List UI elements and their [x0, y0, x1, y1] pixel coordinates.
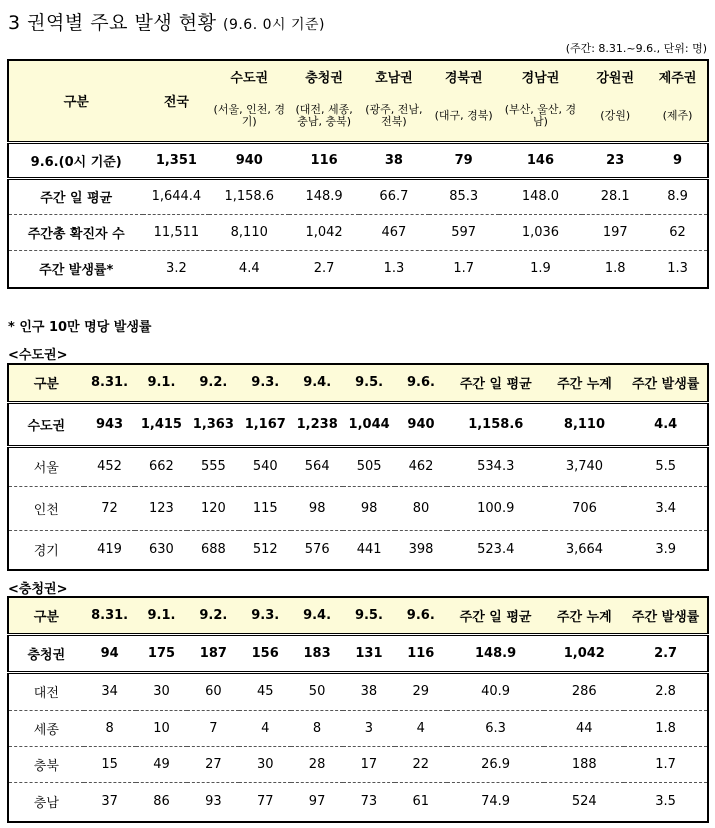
capital-cell: 3.4 — [624, 486, 708, 530]
summary-row — [8, 178, 708, 214]
chungcheong-cell: 187 — [187, 634, 239, 672]
chungcheong-cell: 60 — [187, 672, 239, 710]
capital-cell: 540 — [239, 446, 291, 486]
chungcheong-cell: 156 — [239, 634, 291, 672]
capital-cell: 서울 — [8, 446, 84, 486]
summary-cell: 주간총 확진자 수 — [8, 214, 143, 250]
chungcheong-cell: 188 — [544, 746, 624, 782]
chungcheong-cell: 3 — [343, 710, 395, 746]
capital-cell: 452 — [84, 446, 136, 486]
summary-cell: 4.4 — [209, 250, 289, 288]
chungcheong-cell: 38 — [343, 672, 395, 710]
chungcheong-cell: 37 — [84, 782, 136, 822]
chungcheong-cell: 116 — [395, 634, 447, 672]
chungcheong-table — [7, 596, 709, 823]
summary-cell: 1,351 — [143, 142, 209, 178]
chungcheong-cell: 30 — [239, 746, 291, 782]
chungcheong-cell: 94 — [84, 634, 136, 672]
capital-cell: 943 — [84, 402, 136, 446]
capital-cell: 534.3 — [447, 446, 545, 486]
summary-header-cell: 경북권 — [444, 71, 483, 86]
summary-cell: 1,042 — [289, 214, 359, 250]
chungcheong-cell: 15 — [84, 746, 136, 782]
chungcheong-cell: 175 — [136, 634, 188, 672]
summary-cell: 116 — [289, 142, 359, 178]
chungcheong-cell: 충북 — [8, 746, 84, 782]
summary-cell: 1,158.6 — [209, 178, 289, 214]
summary-cell: 3.2 — [143, 250, 209, 288]
capital-cell: 8,110 — [545, 402, 625, 446]
summary-cell: 1.3 — [648, 250, 708, 288]
chungcheong-cell: 49 — [136, 746, 188, 782]
summary-subheader-cell: (광주, 전남, 전북) — [365, 103, 423, 129]
summary-cell: 197 — [582, 214, 648, 250]
page-title — [8, 8, 325, 35]
chungcheong-cell: 44 — [544, 710, 624, 746]
chungcheong-cell: 73 — [343, 782, 395, 822]
summary-header-cell: 제주권 — [658, 71, 697, 86]
chungcheong-cell: 충청권 — [8, 634, 84, 672]
capital-row — [8, 446, 708, 486]
section-label-chungcheong: <충청권> — [8, 582, 68, 597]
chungcheong-header-cell: 구분 — [8, 597, 84, 634]
capital-header-cell: 9.1. — [135, 364, 187, 402]
chungcheong-cell: 3.5 — [624, 782, 708, 822]
summary-cell: 주간 일 평균 — [8, 178, 143, 214]
capital-header-cell: 주간 누계 — [545, 364, 625, 402]
chungcheong-cell: 74.9 — [447, 782, 545, 822]
chungcheong-cell: 524 — [544, 782, 624, 822]
chungcheong-cell: 8 — [291, 710, 343, 746]
summary-subheader-cell: (대전, 세종, 충남, 충북) — [295, 103, 353, 129]
chungcheong-cell: 40.9 — [447, 672, 545, 710]
summary-cell: 8,110 — [209, 214, 289, 250]
summary-cell: 1.7 — [429, 250, 499, 288]
title-main: 3 권역별 주요 발생 현황 — [8, 12, 217, 34]
capital-header-cell: 9.5. — [343, 364, 395, 402]
capital-cell: 564 — [291, 446, 343, 486]
summary-header-cell: 호남권 — [375, 71, 413, 86]
summary-cell: 23 — [582, 142, 648, 178]
capital-header-cell: 구분 — [8, 364, 84, 402]
chungcheong-cell: 충남 — [8, 782, 84, 822]
chungcheong-cell: 286 — [544, 672, 624, 710]
summary-cell: 2.7 — [289, 250, 359, 288]
chungcheong-header-cell: 9.1. — [136, 597, 188, 634]
capital-cell: 3,664 — [545, 530, 625, 570]
summary-header-cell: 구분 — [63, 95, 89, 111]
chungcheong-cell: 97 — [291, 782, 343, 822]
summary-row — [8, 250, 708, 288]
capital-row — [8, 530, 708, 570]
capital-header-cell: 9.3. — [239, 364, 291, 402]
section-label-capital: <수도권> — [8, 348, 68, 363]
capital-header-cell: 9.4. — [291, 364, 343, 402]
chungcheong-row — [8, 782, 708, 822]
chungcheong-cell: 세종 — [8, 710, 84, 746]
capital-cell: 100.9 — [447, 486, 545, 530]
summary-cell: 148.9 — [289, 178, 359, 214]
summary-cell: 1.8 — [582, 250, 648, 288]
chungcheong-cell: 61 — [395, 782, 447, 822]
summary-cell: 1,036 — [499, 214, 583, 250]
summary-row — [8, 142, 708, 178]
capital-header-row — [8, 364, 708, 402]
capital-cell: 1,044 — [343, 402, 395, 446]
chungcheong-cell: 29 — [395, 672, 447, 710]
capital-cell: 123 — [135, 486, 187, 530]
chungcheong-cell: 148.9 — [447, 634, 545, 672]
capital-cell: 인천 — [8, 486, 84, 530]
chungcheong-cell: 93 — [187, 782, 239, 822]
chungcheong-header-cell: 주간 발생률 — [624, 597, 708, 634]
chungcheong-row — [8, 672, 708, 710]
summary-cell: 1.9 — [499, 250, 583, 288]
capital-cell: 462 — [395, 446, 447, 486]
summary-cell: 28.1 — [582, 178, 648, 214]
chungcheong-cell: 131 — [343, 634, 395, 672]
summary-cell: 38 — [359, 142, 429, 178]
chungcheong-header-cell: 9.2. — [187, 597, 239, 634]
chungcheong-cell: 30 — [136, 672, 188, 710]
chungcheong-cell: 28 — [291, 746, 343, 782]
capital-cell: 1,238 — [291, 402, 343, 446]
capital-cell: 98 — [291, 486, 343, 530]
summary-table — [7, 59, 709, 289]
chungcheong-header-cell: 주간 누계 — [544, 597, 624, 634]
summary-cell: 79 — [429, 142, 499, 178]
chungcheong-header-row — [8, 597, 708, 634]
summary-cell: 146 — [499, 142, 583, 178]
capital-cell: 1,158.6 — [447, 402, 545, 446]
capital-cell: 115 — [239, 486, 291, 530]
summary-header-cell: 경남권 — [521, 71, 560, 86]
chungcheong-cell: 45 — [239, 672, 291, 710]
summary-subheader-cell: (대구, 경북) — [434, 109, 493, 123]
summary-subheader-cell: (제주) — [662, 109, 693, 123]
summary-cell: 주간 발생률* — [8, 250, 143, 288]
chungcheong-cell: 4 — [239, 710, 291, 746]
summary-header-row — [8, 60, 708, 92]
unit-note: (주간: 8.31.~9.6., 단위: 명) — [565, 42, 707, 55]
capital-cell: 80 — [395, 486, 447, 530]
chungcheong-cell: 6.3 — [447, 710, 545, 746]
chungcheong-cell: 2.8 — [624, 672, 708, 710]
chungcheong-cell: 50 — [291, 672, 343, 710]
chungcheong-cell: 77 — [239, 782, 291, 822]
summary-subheader-cell: (부산, 울산, 경남) — [504, 103, 577, 129]
chungcheong-cell: 27 — [187, 746, 239, 782]
summary-cell: 9 — [648, 142, 708, 178]
chungcheong-header-cell: 주간 일 평균 — [447, 597, 545, 634]
chungcheong-cell: 22 — [395, 746, 447, 782]
capital-row — [8, 402, 708, 446]
capital-cell: 523.4 — [447, 530, 545, 570]
chungcheong-row — [8, 634, 708, 672]
chungcheong-cell: 8 — [84, 710, 136, 746]
capital-table — [7, 363, 709, 571]
capital-cell: 441 — [343, 530, 395, 570]
summary-cell: 85.3 — [429, 178, 499, 214]
capital-cell: 수도권 — [8, 402, 84, 446]
chungcheong-header-cell: 9.6. — [395, 597, 447, 634]
capital-cell: 120 — [187, 486, 239, 530]
summary-cell: 9.6.(0시 기준) — [8, 142, 143, 178]
chungcheong-cell: 1.7 — [624, 746, 708, 782]
capital-cell: 419 — [84, 530, 136, 570]
capital-header-cell: 9.2. — [187, 364, 239, 402]
capital-cell: 4.4 — [624, 402, 708, 446]
chungcheong-header-cell: 9.3. — [239, 597, 291, 634]
capital-cell: 3,740 — [545, 446, 625, 486]
capital-cell: 398 — [395, 530, 447, 570]
capital-cell: 688 — [187, 530, 239, 570]
summary-cell: 1,644.4 — [143, 178, 209, 214]
title-sub: (9.6. 0시 기준) — [222, 17, 326, 33]
capital-cell: 706 — [545, 486, 625, 530]
summary-subheader-cell: (강원) — [600, 109, 631, 123]
capital-cell: 1,415 — [135, 402, 187, 446]
chungcheong-cell: 17 — [343, 746, 395, 782]
summary-row — [8, 214, 708, 250]
capital-cell: 1,167 — [239, 402, 291, 446]
capital-header-cell: 주간 일 평균 — [447, 364, 545, 402]
capital-cell: 505 — [343, 446, 395, 486]
chungcheong-header-cell: 8.31. — [84, 597, 136, 634]
chungcheong-header-cell: 9.4. — [291, 597, 343, 634]
chungcheong-cell: 1.8 — [624, 710, 708, 746]
summary-cell: 148.0 — [499, 178, 583, 214]
capital-header-cell: 9.6. — [395, 364, 447, 402]
chungcheong-cell: 4 — [395, 710, 447, 746]
capital-cell: 630 — [135, 530, 187, 570]
chungcheong-row — [8, 710, 708, 746]
chungcheong-cell: 2.7 — [624, 634, 708, 672]
capital-cell: 576 — [291, 530, 343, 570]
chungcheong-cell: 대전 — [8, 672, 84, 710]
summary-subheader-cell: (서울, 인천, 경기) — [213, 103, 285, 129]
capital-cell: 경기 — [8, 530, 84, 570]
chungcheong-cell: 26.9 — [447, 746, 545, 782]
chungcheong-cell: 10 — [136, 710, 188, 746]
summary-cell: 597 — [429, 214, 499, 250]
chungcheong-cell: 34 — [84, 672, 136, 710]
chungcheong-cell: 7 — [187, 710, 239, 746]
capital-row — [8, 486, 708, 530]
summary-cell: 66.7 — [359, 178, 429, 214]
summary-header-cell: 강원권 — [596, 71, 635, 86]
chungcheong-row — [8, 746, 708, 782]
capital-cell: 940 — [395, 402, 447, 446]
capital-header-cell: 주간 발생률 — [624, 364, 708, 402]
chungcheong-cell: 86 — [136, 782, 188, 822]
summary-header-cell: 전국 — [163, 95, 189, 111]
capital-header-cell: 8.31. — [84, 364, 136, 402]
chungcheong-cell: 1,042 — [544, 634, 624, 672]
summary-cell: 11,511 — [143, 214, 209, 250]
capital-cell: 1,363 — [187, 402, 239, 446]
chungcheong-cell: 183 — [291, 634, 343, 672]
summary-cell: 467 — [359, 214, 429, 250]
capital-cell: 555 — [187, 446, 239, 486]
capital-cell: 3.9 — [624, 530, 708, 570]
summary-cell: 940 — [209, 142, 289, 178]
chungcheong-header-cell: 9.5. — [343, 597, 395, 634]
summary-header-cell: 수도권 — [230, 71, 269, 86]
summary-cell: 1.3 — [359, 250, 429, 288]
capital-cell: 5.5 — [624, 446, 708, 486]
capital-cell: 512 — [239, 530, 291, 570]
capital-cell: 98 — [343, 486, 395, 530]
capital-cell: 662 — [135, 446, 187, 486]
summary-header-cell: 충청권 — [305, 71, 343, 86]
footnote: * 인구 10만 명당 발생률 — [8, 320, 152, 335]
summary-cell: 62 — [648, 214, 708, 250]
capital-cell: 72 — [84, 486, 136, 530]
summary-cell: 8.9 — [648, 178, 708, 214]
